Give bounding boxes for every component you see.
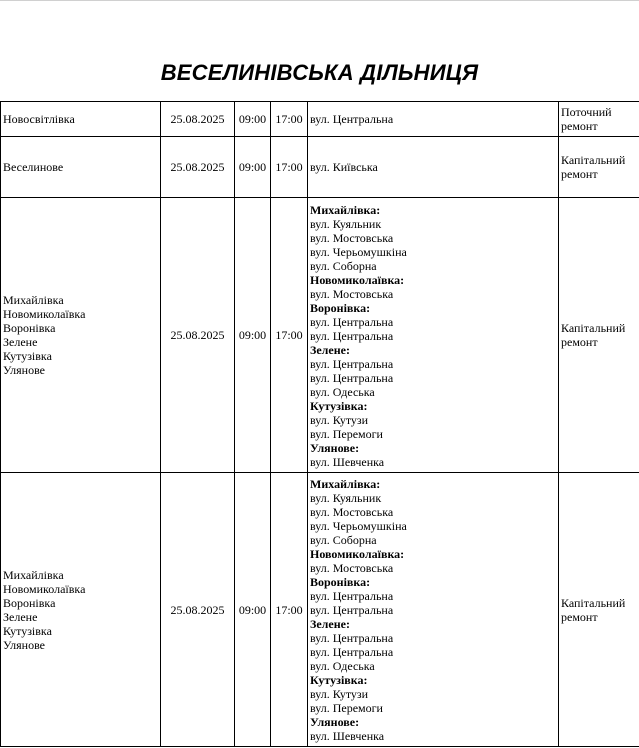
end-time-cell: 17:00 xyxy=(271,137,308,198)
street-name: вул. Соборна xyxy=(310,259,377,273)
start-time-cell: 09:00 xyxy=(235,137,271,198)
streets-cell xyxy=(308,102,559,137)
street-name: вул. Черьомушкіна xyxy=(310,245,407,259)
date-cell: 25.08.2025 xyxy=(161,137,235,198)
locality-heading: Новомиколаївка: xyxy=(310,273,405,287)
village-name: Кутузівка xyxy=(3,349,52,363)
street-name: вул. Центральна xyxy=(310,371,394,385)
locality-heading: Кутузівка: xyxy=(310,399,368,413)
end-time-cell: 17:00 xyxy=(271,102,308,137)
village-name: Воронівка xyxy=(3,321,56,335)
street-name: вул. Київська xyxy=(310,160,378,174)
villages-cell xyxy=(1,473,161,747)
start-time-cell: 09:00 xyxy=(235,198,271,473)
start-time-cell: 09:00 xyxy=(235,473,271,747)
street-name: вул. Шевченка xyxy=(310,455,385,469)
street-name: вул. Соборна xyxy=(310,533,377,547)
date-cell: 25.08.2025 xyxy=(161,102,235,137)
street-name: вул. Перемоги xyxy=(310,701,383,715)
locality-heading: Улянове: xyxy=(310,715,360,729)
page-title: ВЕСЕЛИНІВСЬКА ДІЛЬНИЦЯ xyxy=(160,60,479,85)
street-name: вул. Мостовська xyxy=(310,561,394,575)
street-name: вул. Куяльник xyxy=(310,491,382,505)
villages-cell xyxy=(1,137,161,198)
outage-schedule-table xyxy=(0,101,639,747)
date-cell: 25.08.2025 xyxy=(161,473,235,747)
locality-heading: Воронівка: xyxy=(310,301,371,315)
village-name: Михайлівка xyxy=(3,567,64,582)
table-row xyxy=(1,102,639,137)
village-name: Веселинове xyxy=(3,160,64,174)
street-name: вул. Черьомушкіна xyxy=(310,519,407,533)
village-name: Зелене xyxy=(3,335,38,349)
street-name: вул. Одеська xyxy=(310,659,375,673)
locality-heading: Зелене: xyxy=(310,343,350,357)
work-type-cell: Капітальний ремонт xyxy=(559,473,639,747)
table-row xyxy=(1,473,639,747)
start-time-cell: 09:00 xyxy=(235,102,271,137)
locality-heading: Михайлівка: xyxy=(310,203,381,217)
top-border-line xyxy=(0,0,639,1)
village-name: Улянове xyxy=(3,363,45,377)
village-name: Новосвітлівка xyxy=(3,112,75,126)
street-name: вул. Мостовська xyxy=(310,287,394,301)
table-row xyxy=(1,198,639,473)
street-name: вул. Мостовська xyxy=(310,505,394,519)
village-name: Улянове xyxy=(3,637,45,652)
street-name: вул. Куяльник xyxy=(310,217,382,231)
village-name: Воронівка xyxy=(3,595,56,610)
work-type-cell: Поточний ремонт xyxy=(559,102,639,137)
street-name: вул. Центральна xyxy=(310,589,394,603)
work-type-cell: Капітальний ремонт xyxy=(559,198,639,473)
date-cell: 25.08.2025 xyxy=(161,198,235,473)
table-row xyxy=(1,137,639,198)
village-name: Новомиколаївка xyxy=(3,581,86,596)
streets-cell xyxy=(308,137,559,198)
villages-cell xyxy=(1,102,161,137)
street-name: вул. Центральна xyxy=(310,631,394,645)
street-name: вул. Мостовська xyxy=(310,231,394,245)
locality-heading: Улянове: xyxy=(310,441,360,455)
street-name: вул. Кутузи xyxy=(310,687,369,701)
end-time-cell: 17:00 xyxy=(271,473,308,747)
village-name: Новомиколаївка xyxy=(3,307,86,321)
street-name: вул. Центральна xyxy=(310,603,394,617)
street-name: вул. Центральна xyxy=(310,315,394,329)
end-time-cell: 17:00 xyxy=(271,198,308,473)
street-name: вул. Перемоги xyxy=(310,427,383,441)
street-name: вул. Центральна xyxy=(310,329,394,343)
locality-heading: Кутузівка: xyxy=(310,673,368,687)
street-name: вул. Одеська xyxy=(310,385,375,399)
locality-heading: Воронівка: xyxy=(310,575,371,589)
village-name: Зелене xyxy=(3,609,38,624)
street-name: вул. Шевченка xyxy=(310,729,385,743)
street-name: вул. Центральна xyxy=(310,357,394,371)
work-type-cell: Капітальний ремонт xyxy=(559,137,639,198)
locality-heading: Новомиколаївка: xyxy=(310,547,405,561)
streets-cell xyxy=(308,473,559,747)
village-name: Кутузівка xyxy=(3,623,52,638)
locality-heading: Зелене: xyxy=(310,617,350,631)
locality-heading: Михайлівка: xyxy=(310,477,381,491)
street-name: вул. Центральна xyxy=(310,645,394,659)
streets-cell xyxy=(308,198,559,473)
street-name: вул. Центральна xyxy=(310,112,394,126)
street-name: вул. Кутузи xyxy=(310,413,369,427)
villages-cell xyxy=(1,198,161,473)
village-name: Михайлівка xyxy=(3,293,64,307)
